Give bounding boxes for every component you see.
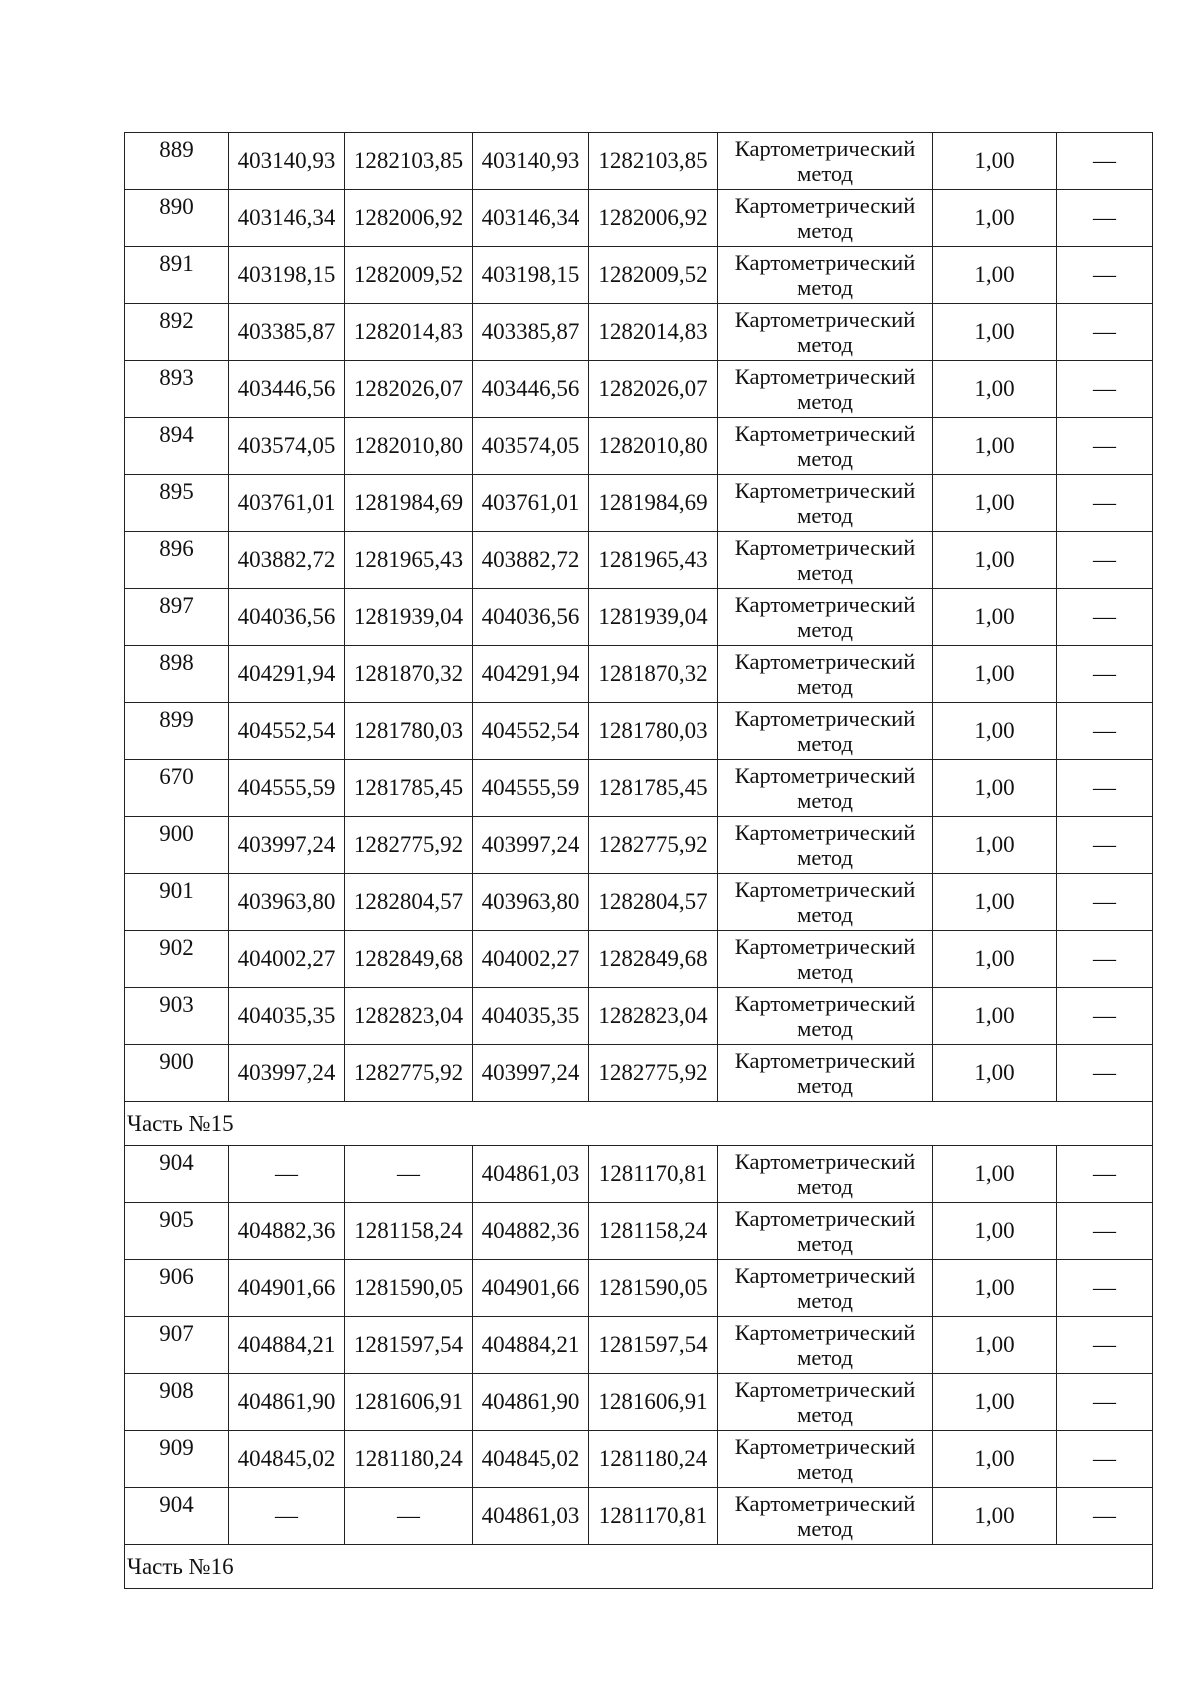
description-cell: — bbox=[1057, 532, 1153, 589]
accuracy-cell: 1,00 bbox=[933, 418, 1057, 475]
description-cell: — bbox=[1057, 1317, 1153, 1374]
existing-x-cell: 404882,36 bbox=[229, 1203, 345, 1260]
existing-y-cell: 1282103,85 bbox=[345, 133, 473, 190]
existing-x-cell: 404002,27 bbox=[229, 931, 345, 988]
new-x-cell: 403963,80 bbox=[473, 874, 589, 931]
table-row bbox=[125, 874, 1153, 931]
table-row bbox=[125, 304, 1153, 361]
existing-x-cell: 404552,54 bbox=[229, 703, 345, 760]
point-number-cell: 894 bbox=[125, 418, 229, 475]
new-x-cell: 403882,72 bbox=[473, 532, 589, 589]
existing-y-cell: — bbox=[345, 1146, 473, 1203]
method-cell: Картометрический метод bbox=[718, 304, 933, 361]
description-cell: — bbox=[1057, 1260, 1153, 1317]
table-row bbox=[125, 760, 1153, 817]
description-cell: — bbox=[1057, 817, 1153, 874]
description-cell: — bbox=[1057, 874, 1153, 931]
new-x-cell: 404036,56 bbox=[473, 589, 589, 646]
point-number-cell: 899 bbox=[125, 703, 229, 760]
point-number-cell: 901 bbox=[125, 874, 229, 931]
accuracy-cell: 1,00 bbox=[933, 1045, 1057, 1102]
existing-x-cell: 403146,34 bbox=[229, 190, 345, 247]
new-y-cell: 1282026,07 bbox=[589, 361, 718, 418]
method-cell: Картометрический метод bbox=[718, 1431, 933, 1488]
description-cell: — bbox=[1057, 1374, 1153, 1431]
method-cell: Картометрический метод bbox=[718, 931, 933, 988]
new-y-cell: 1281597,54 bbox=[589, 1317, 718, 1374]
new-x-cell: 403761,01 bbox=[473, 475, 589, 532]
new-y-cell: 1281158,24 bbox=[589, 1203, 718, 1260]
new-y-cell: 1281590,05 bbox=[589, 1260, 718, 1317]
table-row bbox=[125, 1488, 1153, 1545]
existing-y-cell: 1281870,32 bbox=[345, 646, 473, 703]
table-row bbox=[125, 1260, 1153, 1317]
new-x-cell: 403997,24 bbox=[473, 1045, 589, 1102]
method-cell: Картометрический метод bbox=[718, 1317, 933, 1374]
point-number-cell: 890 bbox=[125, 190, 229, 247]
accuracy-cell: 1,00 bbox=[933, 532, 1057, 589]
method-cell: Картометрический метод bbox=[718, 988, 933, 1045]
accuracy-cell: 1,00 bbox=[933, 133, 1057, 190]
method-cell: Картометрический метод bbox=[718, 133, 933, 190]
table-row bbox=[125, 361, 1153, 418]
existing-x-cell: 404901,66 bbox=[229, 1260, 345, 1317]
new-y-cell: 1282823,04 bbox=[589, 988, 718, 1045]
method-cell: Картометрический метод bbox=[718, 190, 933, 247]
description-cell: — bbox=[1057, 931, 1153, 988]
new-x-cell: 404845,02 bbox=[473, 1431, 589, 1488]
point-number-cell: 893 bbox=[125, 361, 229, 418]
accuracy-cell: 1,00 bbox=[933, 304, 1057, 361]
existing-x-cell: 403574,05 bbox=[229, 418, 345, 475]
existing-x-cell: 403140,93 bbox=[229, 133, 345, 190]
table-row bbox=[125, 1374, 1153, 1431]
description-cell: — bbox=[1057, 646, 1153, 703]
table-row bbox=[125, 1317, 1153, 1374]
method-cell: Картометрический метод bbox=[718, 361, 933, 418]
existing-y-cell: 1281939,04 bbox=[345, 589, 473, 646]
new-x-cell: 404884,21 bbox=[473, 1317, 589, 1374]
existing-y-cell: 1282775,92 bbox=[345, 1045, 473, 1102]
table-row bbox=[125, 1045, 1153, 1102]
existing-y-cell: 1281984,69 bbox=[345, 475, 473, 532]
existing-x-cell: 403963,80 bbox=[229, 874, 345, 931]
method-cell: Картометрический метод bbox=[718, 532, 933, 589]
description-cell: — bbox=[1057, 1146, 1153, 1203]
new-y-cell: 1281870,32 bbox=[589, 646, 718, 703]
new-y-cell: 1282775,92 bbox=[589, 1045, 718, 1102]
existing-y-cell: 1281590,05 bbox=[345, 1260, 473, 1317]
new-x-cell: 404901,66 bbox=[473, 1260, 589, 1317]
new-y-cell: 1281170,81 bbox=[589, 1488, 718, 1545]
new-y-cell: 1281965,43 bbox=[589, 532, 718, 589]
existing-y-cell: 1281965,43 bbox=[345, 532, 473, 589]
existing-y-cell: — bbox=[345, 1488, 473, 1545]
existing-y-cell: 1281180,24 bbox=[345, 1431, 473, 1488]
new-x-cell: 404002,27 bbox=[473, 931, 589, 988]
existing-y-cell: 1281606,91 bbox=[345, 1374, 473, 1431]
accuracy-cell: 1,00 bbox=[933, 703, 1057, 760]
existing-y-cell: 1282006,92 bbox=[345, 190, 473, 247]
new-y-cell: 1282849,68 bbox=[589, 931, 718, 988]
point-number-cell: 898 bbox=[125, 646, 229, 703]
method-cell: Картометрический метод bbox=[718, 1203, 933, 1260]
accuracy-cell: 1,00 bbox=[933, 760, 1057, 817]
method-cell: Картометрический метод bbox=[718, 589, 933, 646]
new-y-cell: 1282006,92 bbox=[589, 190, 718, 247]
existing-y-cell: 1281785,45 bbox=[345, 760, 473, 817]
table-row bbox=[125, 988, 1153, 1045]
method-cell: Картометрический метод bbox=[718, 817, 933, 874]
point-number-cell: 908 bbox=[125, 1374, 229, 1431]
description-cell: — bbox=[1057, 988, 1153, 1045]
accuracy-cell: 1,00 bbox=[933, 1203, 1057, 1260]
point-number-cell: 904 bbox=[125, 1488, 229, 1545]
existing-y-cell: 1282026,07 bbox=[345, 361, 473, 418]
point-number-cell: 905 bbox=[125, 1203, 229, 1260]
new-x-cell: 404291,94 bbox=[473, 646, 589, 703]
accuracy-cell: 1,00 bbox=[933, 646, 1057, 703]
point-number-cell: 900 bbox=[125, 817, 229, 874]
table-row bbox=[125, 475, 1153, 532]
table-row bbox=[125, 418, 1153, 475]
existing-x-cell: 404291,94 bbox=[229, 646, 345, 703]
existing-y-cell: 1281158,24 bbox=[345, 1203, 473, 1260]
description-cell: — bbox=[1057, 475, 1153, 532]
table-body bbox=[125, 133, 1153, 1589]
existing-y-cell: 1282849,68 bbox=[345, 931, 473, 988]
point-number-cell: 906 bbox=[125, 1260, 229, 1317]
description-cell: — bbox=[1057, 589, 1153, 646]
table-row bbox=[125, 1203, 1153, 1260]
method-cell: Картометрический метод bbox=[718, 1146, 933, 1203]
description-cell: — bbox=[1057, 1203, 1153, 1260]
description-cell: — bbox=[1057, 703, 1153, 760]
accuracy-cell: 1,00 bbox=[933, 361, 1057, 418]
point-number-cell: 902 bbox=[125, 931, 229, 988]
new-x-cell: 404861,03 bbox=[473, 1146, 589, 1203]
new-y-cell: 1282103,85 bbox=[589, 133, 718, 190]
accuracy-cell: 1,00 bbox=[933, 475, 1057, 532]
new-y-cell: 1281984,69 bbox=[589, 475, 718, 532]
method-cell: Картометрический метод bbox=[718, 703, 933, 760]
new-y-cell: 1282009,52 bbox=[589, 247, 718, 304]
method-cell: Картометрический метод bbox=[718, 1045, 933, 1102]
new-x-cell: 404555,59 bbox=[473, 760, 589, 817]
existing-x-cell: 404861,90 bbox=[229, 1374, 345, 1431]
accuracy-cell: 1,00 bbox=[933, 247, 1057, 304]
new-x-cell: 403446,56 bbox=[473, 361, 589, 418]
point-number-cell: 900 bbox=[125, 1045, 229, 1102]
existing-x-cell: 404036,56 bbox=[229, 589, 345, 646]
new-x-cell: 404882,36 bbox=[473, 1203, 589, 1260]
part-heading-row bbox=[125, 1102, 1153, 1146]
table-row bbox=[125, 589, 1153, 646]
new-x-cell: 403198,15 bbox=[473, 247, 589, 304]
existing-x-cell: 403761,01 bbox=[229, 475, 345, 532]
table-row bbox=[125, 646, 1153, 703]
new-x-cell: 403140,93 bbox=[473, 133, 589, 190]
part-heading: Часть №16 bbox=[125, 1545, 1153, 1589]
point-number-cell: 909 bbox=[125, 1431, 229, 1488]
method-cell: Картометрический метод bbox=[718, 418, 933, 475]
accuracy-cell: 1,00 bbox=[933, 988, 1057, 1045]
accuracy-cell: 1,00 bbox=[933, 1431, 1057, 1488]
description-cell: — bbox=[1057, 760, 1153, 817]
table-row bbox=[125, 703, 1153, 760]
accuracy-cell: 1,00 bbox=[933, 1488, 1057, 1545]
point-number-cell: 897 bbox=[125, 589, 229, 646]
description-cell: — bbox=[1057, 418, 1153, 475]
new-y-cell: 1281785,45 bbox=[589, 760, 718, 817]
description-cell: — bbox=[1057, 190, 1153, 247]
existing-x-cell: 403446,56 bbox=[229, 361, 345, 418]
point-number-cell: 896 bbox=[125, 532, 229, 589]
new-x-cell: 403385,87 bbox=[473, 304, 589, 361]
table-row bbox=[125, 1146, 1153, 1203]
new-x-cell: 403146,34 bbox=[473, 190, 589, 247]
method-cell: Картометрический метод bbox=[718, 1260, 933, 1317]
existing-x-cell: 404555,59 bbox=[229, 760, 345, 817]
existing-y-cell: 1282010,80 bbox=[345, 418, 473, 475]
part-heading: Часть №15 bbox=[125, 1102, 1153, 1146]
point-number-cell: 891 bbox=[125, 247, 229, 304]
method-cell: Картометрический метод bbox=[718, 247, 933, 304]
new-x-cell: 403574,05 bbox=[473, 418, 589, 475]
existing-y-cell: 1282009,52 bbox=[345, 247, 473, 304]
part-heading-row bbox=[125, 1545, 1153, 1589]
existing-x-cell: 403198,15 bbox=[229, 247, 345, 304]
existing-x-cell: 403997,24 bbox=[229, 1045, 345, 1102]
method-cell: Картометрический метод bbox=[718, 646, 933, 703]
accuracy-cell: 1,00 bbox=[933, 817, 1057, 874]
existing-x-cell: 403882,72 bbox=[229, 532, 345, 589]
point-number-cell: 904 bbox=[125, 1146, 229, 1203]
new-y-cell: 1282010,80 bbox=[589, 418, 718, 475]
new-y-cell: 1282804,57 bbox=[589, 874, 718, 931]
existing-y-cell: 1281597,54 bbox=[345, 1317, 473, 1374]
point-number-cell: 903 bbox=[125, 988, 229, 1045]
point-number-cell: 892 bbox=[125, 304, 229, 361]
method-cell: Картометрический метод bbox=[718, 1488, 933, 1545]
accuracy-cell: 1,00 bbox=[933, 1146, 1057, 1203]
new-y-cell: 1281180,24 bbox=[589, 1431, 718, 1488]
existing-x-cell: — bbox=[229, 1488, 345, 1545]
existing-x-cell: 404884,21 bbox=[229, 1317, 345, 1374]
accuracy-cell: 1,00 bbox=[933, 190, 1057, 247]
accuracy-cell: 1,00 bbox=[933, 874, 1057, 931]
method-cell: Картометрический метод bbox=[718, 1374, 933, 1431]
description-cell: — bbox=[1057, 133, 1153, 190]
point-number-cell: 670 bbox=[125, 760, 229, 817]
description-cell: — bbox=[1057, 1045, 1153, 1102]
new-x-cell: 403997,24 bbox=[473, 817, 589, 874]
existing-y-cell: 1282775,92 bbox=[345, 817, 473, 874]
accuracy-cell: 1,00 bbox=[933, 1317, 1057, 1374]
existing-x-cell: 403385,87 bbox=[229, 304, 345, 361]
point-number-cell: 907 bbox=[125, 1317, 229, 1374]
new-y-cell: 1281780,03 bbox=[589, 703, 718, 760]
existing-y-cell: 1282804,57 bbox=[345, 874, 473, 931]
table-row bbox=[125, 931, 1153, 988]
new-y-cell: 1281939,04 bbox=[589, 589, 718, 646]
existing-x-cell: 404035,35 bbox=[229, 988, 345, 1045]
existing-x-cell: 403997,24 bbox=[229, 817, 345, 874]
table-row bbox=[125, 1431, 1153, 1488]
method-cell: Картометрический метод bbox=[718, 475, 933, 532]
existing-y-cell: 1281780,03 bbox=[345, 703, 473, 760]
description-cell: — bbox=[1057, 1431, 1153, 1488]
table-row bbox=[125, 190, 1153, 247]
point-number-cell: 895 bbox=[125, 475, 229, 532]
table-row bbox=[125, 817, 1153, 874]
new-y-cell: 1282775,92 bbox=[589, 817, 718, 874]
table-row bbox=[125, 247, 1153, 304]
accuracy-cell: 1,00 bbox=[933, 1260, 1057, 1317]
existing-y-cell: 1282823,04 bbox=[345, 988, 473, 1045]
new-y-cell: 1281606,91 bbox=[589, 1374, 718, 1431]
table-row bbox=[125, 532, 1153, 589]
new-x-cell: 404552,54 bbox=[473, 703, 589, 760]
method-cell: Картометрический метод bbox=[718, 874, 933, 931]
accuracy-cell: 1,00 bbox=[933, 1374, 1057, 1431]
new-y-cell: 1282014,83 bbox=[589, 304, 718, 361]
coordinates-table bbox=[124, 132, 1153, 1589]
new-x-cell: 404035,35 bbox=[473, 988, 589, 1045]
point-number-cell: 889 bbox=[125, 133, 229, 190]
new-x-cell: 404861,03 bbox=[473, 1488, 589, 1545]
accuracy-cell: 1,00 bbox=[933, 589, 1057, 646]
description-cell: — bbox=[1057, 1488, 1153, 1545]
description-cell: — bbox=[1057, 361, 1153, 418]
existing-x-cell: 404845,02 bbox=[229, 1431, 345, 1488]
existing-y-cell: 1282014,83 bbox=[345, 304, 473, 361]
table-row bbox=[125, 133, 1153, 190]
method-cell: Картометрический метод bbox=[718, 760, 933, 817]
existing-x-cell: — bbox=[229, 1146, 345, 1203]
new-x-cell: 404861,90 bbox=[473, 1374, 589, 1431]
new-y-cell: 1281170,81 bbox=[589, 1146, 718, 1203]
description-cell: — bbox=[1057, 247, 1153, 304]
description-cell: — bbox=[1057, 304, 1153, 361]
accuracy-cell: 1,00 bbox=[933, 931, 1057, 988]
